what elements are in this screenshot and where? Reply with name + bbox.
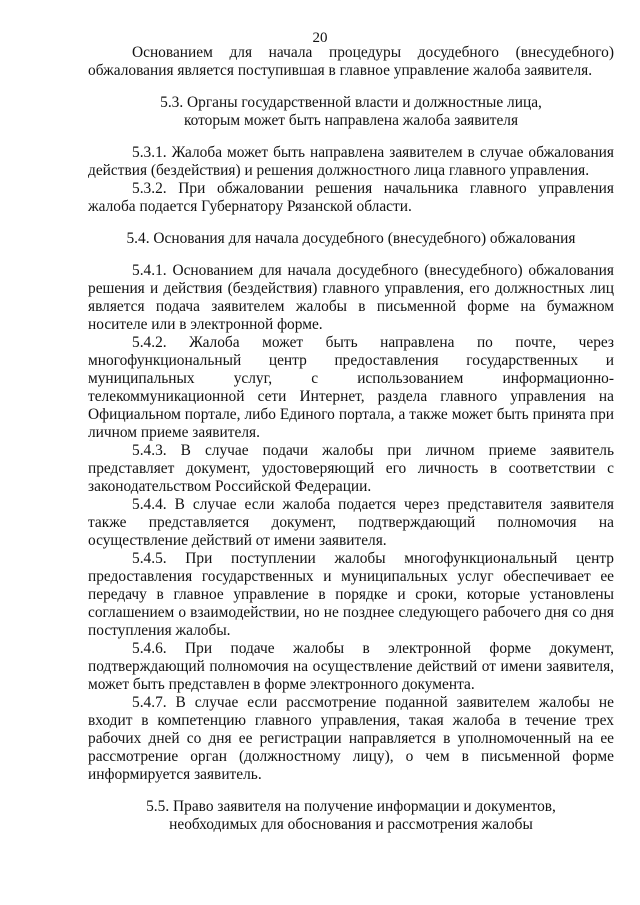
section-heading-5-5 bbox=[88, 798, 614, 834]
document-body bbox=[88, 44, 614, 834]
paragraph-5-4-2: 5.4.2. Жалоба может быть направлена по почте, через многофункциональный центр предоставления государственных и муниципальных услуг, с использованием информационно-телекоммуникационной сети Интернет, раздела главного управления на Официальном портале, либо Единого портала, а также может быть принята при личном приеме заявителя. bbox=[88, 334, 614, 441]
paragraph-5-3-2: 5.3.2. При обжаловании решения начальника главного управления жалоба подается Губернатору Рязанской области. bbox=[88, 180, 614, 215]
heading-line: 5.4. Основания для начала досудебного (внесудебного) обжалования bbox=[126, 230, 576, 247]
section-heading-5-4 bbox=[88, 230, 614, 248]
heading-line: которым может быть направлена жалоба заявителя bbox=[183, 112, 519, 129]
paragraph-5-4-1: 5.4.1. Основанием для начала досудебного (внесудебного) обжалования решения и действия (бездействия) главного управления, его должностных лиц является подача заявителем жалобы в письменной форме на бумажном носителе или в электронной форме. bbox=[88, 262, 614, 333]
paragraph-5-4-6: 5.4.6. При подаче жалобы в электронной форме документ, подтверждающий полномочия на осуществление действий от имени заявителя, может быть представлен в форме электронного документа. bbox=[88, 640, 614, 693]
paragraph-5-4-7: 5.4.7. В случае если рассмотрение поданной заявителем жалобы не входит в компетенцию главного управления, такая жалоба в течение трех рабочих дней со дня ее регистрации направляется в уполномоченный на ее рассмотрение орган (должностному лицу), о чем в письменной форме информируется заявитель. bbox=[88, 694, 614, 783]
paragraph-5-4-4: 5.4.4. В случае если жалоба подается через представителя заявителя также представляется документ, подтверждающий полномочия на осуществление действий от имени заявителя. bbox=[88, 496, 614, 549]
page-number: 20 bbox=[312, 30, 328, 46]
section-heading-5-3 bbox=[88, 94, 614, 130]
heading-line: 5.5. Право заявителя на получение информации и документов, bbox=[146, 798, 556, 815]
heading-line: 5.3. Органы государственной власти и должностные лица, bbox=[160, 94, 542, 111]
paragraph-intro: Основанием для начала процедуры досудебного (внесудебного) обжалования является поступившая в главное управление жалоба заявителя. bbox=[88, 44, 614, 79]
paragraph-5-4-3: 5.4.3. В случае подачи жалобы при личном приеме заявитель представляет документ, удостоверяющий его личность в соответствии с законодательством Российской Федерации. bbox=[88, 442, 614, 495]
paragraph-5-3-1: 5.3.1. Жалоба может быть направлена заявителем в случае обжалования действия (бездействия) и решения должностного лица главного управления. bbox=[88, 144, 614, 179]
paragraph-5-4-5: 5.4.5. При поступлении жалобы многофункциональный центр предоставления государственных и муниципальных услуг обеспечивает ее передачу в главное управление в порядке и сроки, которые установлены соглашением о взаимодействии, но не позднее следующего рабочего дня со дня поступления жалобы. bbox=[88, 550, 614, 639]
heading-line: необходимых для обоснования и рассмотрения жалобы bbox=[169, 816, 533, 833]
